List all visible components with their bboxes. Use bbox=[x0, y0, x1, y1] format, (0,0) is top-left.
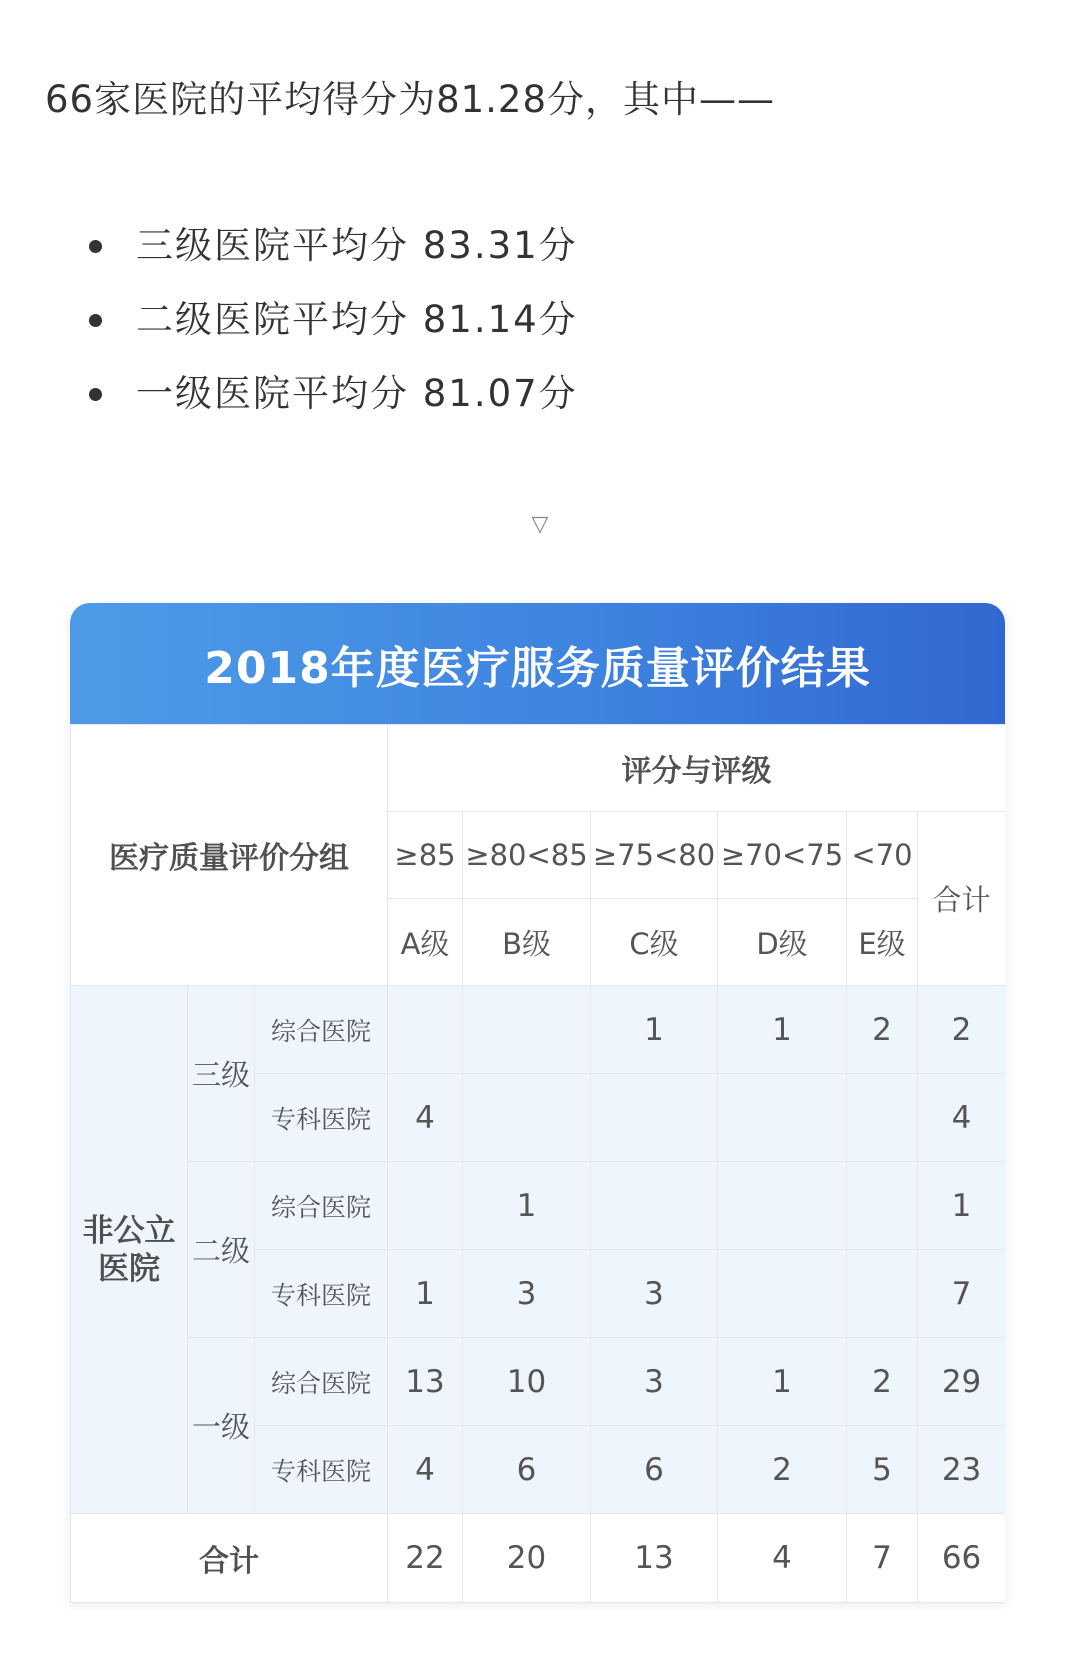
count-cell bbox=[591, 1074, 718, 1162]
hospital-type-label: 专科医院 bbox=[255, 1250, 388, 1338]
count-cell bbox=[463, 1074, 591, 1162]
level-average-list bbox=[0, 218, 578, 440]
count-cell: 1 bbox=[718, 986, 847, 1074]
list-item-text: 二级医院平均分 81.14分 bbox=[136, 298, 578, 341]
ownership-label: 非公立 医院 bbox=[71, 986, 188, 1514]
range-header: ≥85 bbox=[388, 812, 463, 899]
count-cell bbox=[847, 1074, 918, 1162]
row-total-cell: 23 bbox=[918, 1426, 1005, 1514]
count-cell: 1 bbox=[591, 986, 718, 1074]
count-cell: 13 bbox=[388, 1338, 463, 1426]
row-total-cell: 29 bbox=[918, 1338, 1005, 1426]
count-cell: 4 bbox=[388, 1426, 463, 1514]
range-header: ≥80<85 bbox=[463, 812, 591, 899]
grade-header: E级 bbox=[847, 899, 918, 986]
range-header: ≥70<75 bbox=[718, 812, 847, 899]
grade-header: D级 bbox=[718, 899, 847, 986]
column-total-cell: 20 bbox=[463, 1514, 591, 1603]
count-cell: 1 bbox=[718, 1338, 847, 1426]
column-total-cell: 7 bbox=[847, 1514, 918, 1603]
count-cell: 3 bbox=[591, 1250, 718, 1338]
count-cell: 4 bbox=[388, 1074, 463, 1162]
bullet-dot-icon bbox=[89, 388, 102, 401]
table-row bbox=[71, 986, 1006, 1074]
table-row bbox=[71, 1338, 1006, 1426]
grade-header: C级 bbox=[591, 899, 718, 986]
count-cell: 3 bbox=[463, 1250, 591, 1338]
count-cell: 2 bbox=[847, 986, 918, 1074]
bullet-dot-icon bbox=[89, 314, 102, 327]
list-item bbox=[0, 218, 578, 292]
row-total-cell: 4 bbox=[918, 1074, 1005, 1162]
count-cell: 5 bbox=[847, 1426, 918, 1514]
row-total-cell: 2 bbox=[918, 986, 1005, 1074]
list-item bbox=[0, 366, 578, 440]
count-cell: 1 bbox=[463, 1162, 591, 1250]
count-cell: 2 bbox=[718, 1426, 847, 1514]
group-header: 医疗质量评价分组 bbox=[71, 725, 388, 986]
hospital-type-label: 综合医院 bbox=[255, 1338, 388, 1426]
count-cell: 1 bbox=[388, 1250, 463, 1338]
count-cell bbox=[388, 1162, 463, 1250]
list-item-text: 一级医院平均分 81.07分 bbox=[136, 372, 578, 415]
hospital-type-label: 综合医院 bbox=[255, 986, 388, 1074]
count-cell bbox=[847, 1250, 918, 1338]
summary-text: 66家医院的平均得分为81.28分，其中—— bbox=[45, 78, 776, 121]
level-label: 一级 bbox=[188, 1338, 255, 1514]
count-cell bbox=[718, 1162, 847, 1250]
table-row bbox=[71, 1162, 1006, 1250]
score-header: 评分与评级 bbox=[388, 725, 1005, 812]
count-cell: 10 bbox=[463, 1338, 591, 1426]
level-label: 三级 bbox=[188, 986, 255, 1162]
table-title: 2018年度医疗服务质量评价结果 bbox=[70, 603, 1005, 724]
totals-row bbox=[71, 1514, 1006, 1603]
count-cell bbox=[591, 1162, 718, 1250]
list-item bbox=[0, 292, 578, 366]
totals-label: 合计 bbox=[71, 1514, 388, 1603]
count-cell: 3 bbox=[591, 1338, 718, 1426]
count-cell bbox=[847, 1162, 918, 1250]
total-column-header: 合计 bbox=[918, 812, 1005, 986]
hospital-type-label: 专科医院 bbox=[255, 1074, 388, 1162]
count-cell bbox=[718, 1250, 847, 1338]
list-item-text: 三级医院平均分 83.31分 bbox=[136, 224, 578, 267]
grand-total-cell: 66 bbox=[918, 1514, 1005, 1603]
count-cell bbox=[388, 986, 463, 1074]
level-label: 二级 bbox=[188, 1162, 255, 1338]
bullet-dot-icon bbox=[89, 240, 102, 253]
range-header: <70 bbox=[847, 812, 918, 899]
grade-header: B级 bbox=[463, 899, 591, 986]
results-table-card bbox=[70, 603, 1005, 1603]
column-total-cell: 22 bbox=[388, 1514, 463, 1603]
results-table bbox=[70, 724, 1005, 1603]
row-total-cell: 7 bbox=[918, 1250, 1005, 1338]
count-cell: 2 bbox=[847, 1338, 918, 1426]
column-total-cell: 13 bbox=[591, 1514, 718, 1603]
count-cell bbox=[463, 986, 591, 1074]
hospital-type-label: 综合医院 bbox=[255, 1162, 388, 1250]
down-triangle-icon: ▽ bbox=[531, 512, 549, 537]
count-cell: 6 bbox=[463, 1426, 591, 1514]
grade-header: A级 bbox=[388, 899, 463, 986]
column-total-cell: 4 bbox=[718, 1514, 847, 1603]
count-cell: 6 bbox=[591, 1426, 718, 1514]
row-total-cell: 1 bbox=[918, 1162, 1005, 1250]
hospital-type-label: 专科医院 bbox=[255, 1426, 388, 1514]
range-header: ≥75<80 bbox=[591, 812, 718, 899]
count-cell bbox=[718, 1074, 847, 1162]
